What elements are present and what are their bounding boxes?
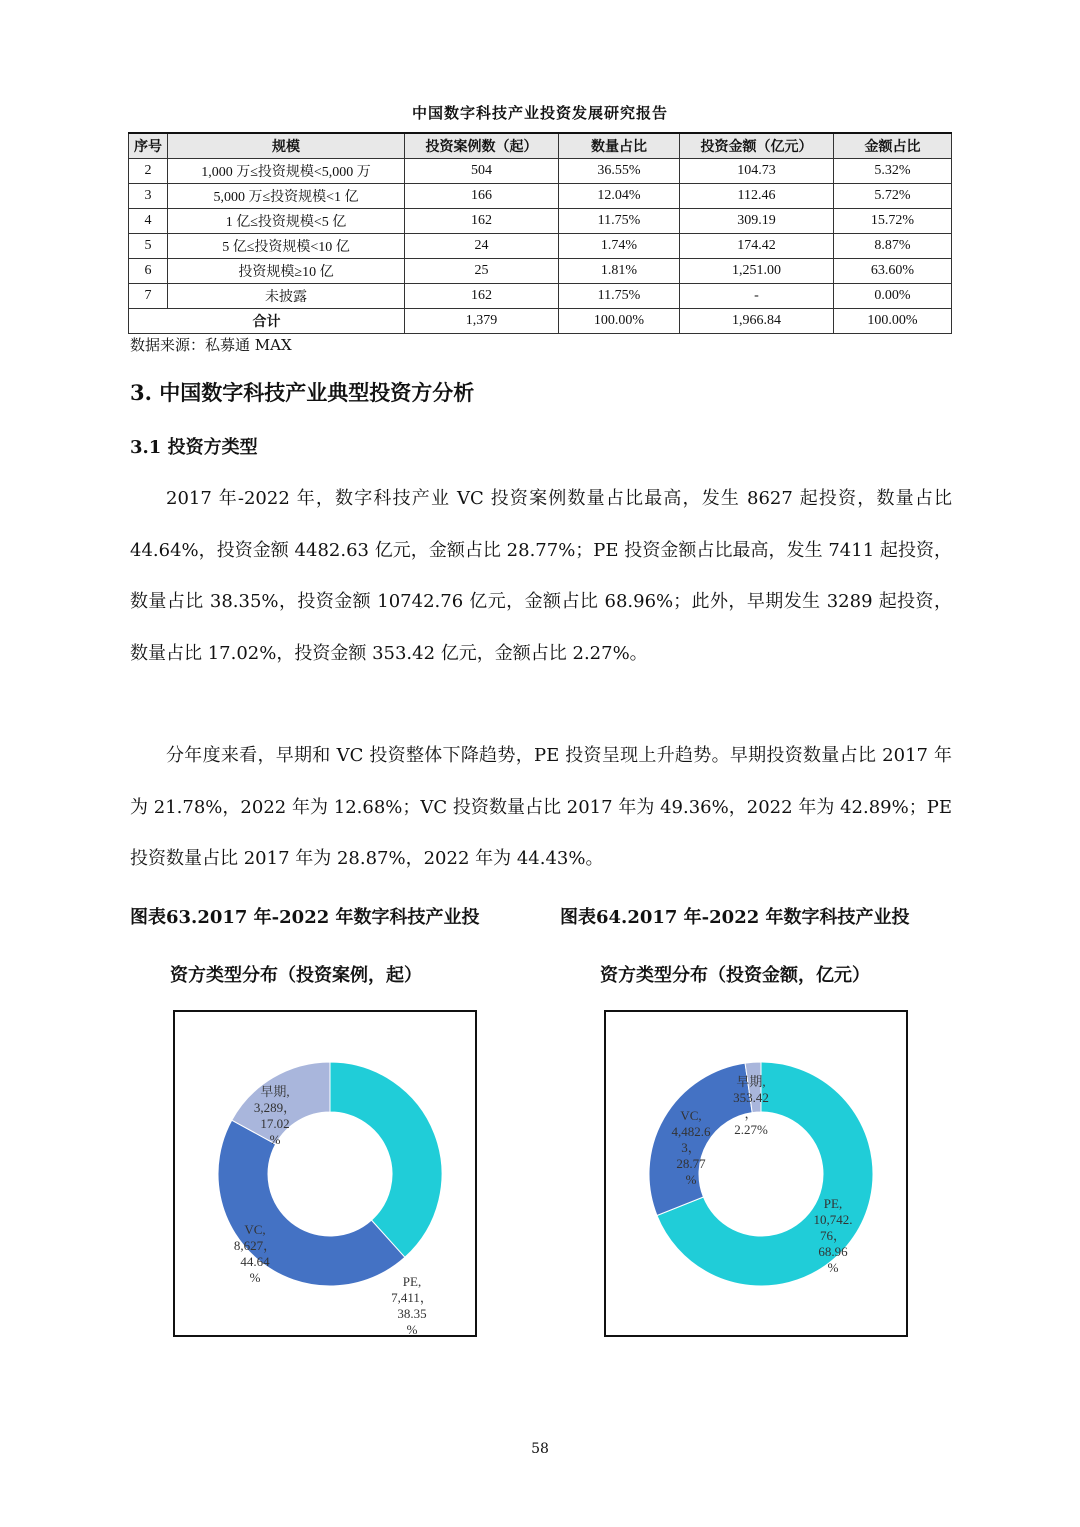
running-header: 中国数字科技产业投资发展研究报告 <box>411 104 668 122</box>
table-cell: 1.81% <box>559 259 680 284</box>
table-cell: 5.32% <box>834 159 952 184</box>
table-cell: 5 <box>129 234 168 259</box>
page-number: 58 <box>531 1441 549 1457</box>
table-cell: 1.74% <box>559 234 680 259</box>
slice-data-label: 早期, 3,289， 17.02 % <box>253 1084 297 1147</box>
table-cell: 0.00% <box>834 284 952 309</box>
subsection-heading: 3.1 投资方类型 <box>130 437 258 458</box>
table-cell: 2 <box>129 159 168 184</box>
table-cell: 5.72% <box>834 184 952 209</box>
table-cell: 4 <box>129 209 168 234</box>
table-cell: 15.72% <box>834 209 952 234</box>
donut-chart-cases <box>173 1010 477 1337</box>
table-cell: 投资规模≥10 亿 <box>168 259 405 284</box>
table-cell: 1,966.84 <box>680 309 834 334</box>
table-cell: 309.19 <box>680 209 834 234</box>
table-cell: 25 <box>405 259 559 284</box>
table-cell: 504 <box>405 159 559 184</box>
table-cell: 36.55% <box>559 159 680 184</box>
table-cell: 5,000 万≤投资规模<1 亿 <box>168 184 405 209</box>
table-cell: 5 亿≤投资规模<10 亿 <box>168 234 405 259</box>
table-cell: - <box>680 284 834 309</box>
figure-63-title <box>130 889 530 1005</box>
donut-slice-pe <box>330 1062 442 1257</box>
table-cell: 6 <box>129 259 168 284</box>
table-cell: 12.04% <box>559 184 680 209</box>
donut-chart-amount <box>604 1010 908 1337</box>
investment-scale-table <box>128 132 952 334</box>
table-cell: 63.60% <box>834 259 952 284</box>
table-cell: 162 <box>405 284 559 309</box>
table-cell: 104.73 <box>680 159 834 184</box>
table-cell: 合计 <box>129 309 405 334</box>
table-cell: 1,251.00 <box>680 259 834 284</box>
col-header: 数量占比 <box>559 133 680 159</box>
table-cell: 3 <box>129 184 168 209</box>
slice-data-label: PE, 7,411， 38.35 % <box>391 1274 433 1335</box>
table-row <box>129 259 952 284</box>
donut-chart-svg <box>175 1012 475 1335</box>
table-cell: 8.87% <box>834 234 952 259</box>
table-cell: 1,379 <box>405 309 559 334</box>
table-row <box>129 284 952 309</box>
slice-data-label: PE, 10,742. 76， 68.96 % <box>813 1196 853 1275</box>
table-cell: 7 <box>129 284 168 309</box>
slice-data-label: VC, 8,627， 44.64 % <box>233 1222 277 1285</box>
col-header: 投资金额（亿元） <box>680 133 834 159</box>
table-row <box>129 234 952 259</box>
table-row <box>129 159 952 184</box>
table-cell: 1 亿≤投资规模<5 亿 <box>168 209 405 234</box>
col-header: 投资案例数（起） <box>405 133 559 159</box>
body-paragraph: 分年度来看，早期和 VC 投资整体下降趋势，PE 投资呈现上升趋势。早期投资数量占比 2017 年为 21.78%，2022 年为 12.68%；VC 投资数量占比 2017 年为 49.36%，2022 年为 42.89%；PE 投资数量占比 2017 年为 28.87%，2022 年为 44.43%。 <box>130 745 952 870</box>
table-cell: 162 <box>405 209 559 234</box>
figure-title-line: 图表63.2017 年-2022 年数字科技产业投 <box>130 907 480 928</box>
col-header: 规模 <box>168 133 405 159</box>
table-cell: 100.00% <box>834 309 952 334</box>
figure-64-title <box>560 889 960 1005</box>
table-row <box>129 209 952 234</box>
table-cell: 24 <box>405 234 559 259</box>
col-header: 序号 <box>129 133 168 159</box>
table-total-row <box>129 309 952 334</box>
col-header: 金额占比 <box>834 133 952 159</box>
data-source-note: 数据来源：私募通 MAX <box>130 336 292 354</box>
table-row <box>129 184 952 209</box>
figure-title-line: 资方类型分布（投资金额，亿元） <box>600 965 870 986</box>
figure-title-line: 资方类型分布（投资案例，起） <box>170 965 422 986</box>
table-cell: 11.75% <box>559 209 680 234</box>
table-cell: 未披露 <box>168 284 405 309</box>
donut-chart-svg <box>606 1012 906 1335</box>
table-cell: 11.75% <box>559 284 680 309</box>
slice-data-label: 早期, 353.42 ， 2.27% <box>733 1074 769 1137</box>
figure-title-line: 图表64.2017 年-2022 年数字科技产业投 <box>560 907 910 928</box>
table-header-row <box>129 133 952 159</box>
table-cell: 100.00% <box>559 309 680 334</box>
table-cell: 174.42 <box>680 234 834 259</box>
slice-data-label: VC, 4,482.6 3， 28.77 % <box>671 1108 711 1187</box>
body-paragraph: 2017 年-2022 年，数字科技产业 VC 投资案例数量占比最高，发生 8627 起投资，数量占比 44.64%，投资金额 4482.63 亿元，金额占比 28.77%；PE 投资金额占比最高，发生 7411 起投资，数量占比 38.35%，投资金额 10742.76 亿元，金额占比 68.96%；此外，早期发生 3289 起投资，数量占比 17.02%，投资金额 353.42 亿元，金额占比 2.27%。 <box>130 488 952 665</box>
table-cell: 166 <box>405 184 559 209</box>
section-heading: 3. 中国数字科技产业典型投资方分析 <box>130 380 475 405</box>
table-cell: 112.46 <box>680 184 834 209</box>
table-cell: 1,000 万≤投资规模<5,000 万 <box>168 159 405 184</box>
